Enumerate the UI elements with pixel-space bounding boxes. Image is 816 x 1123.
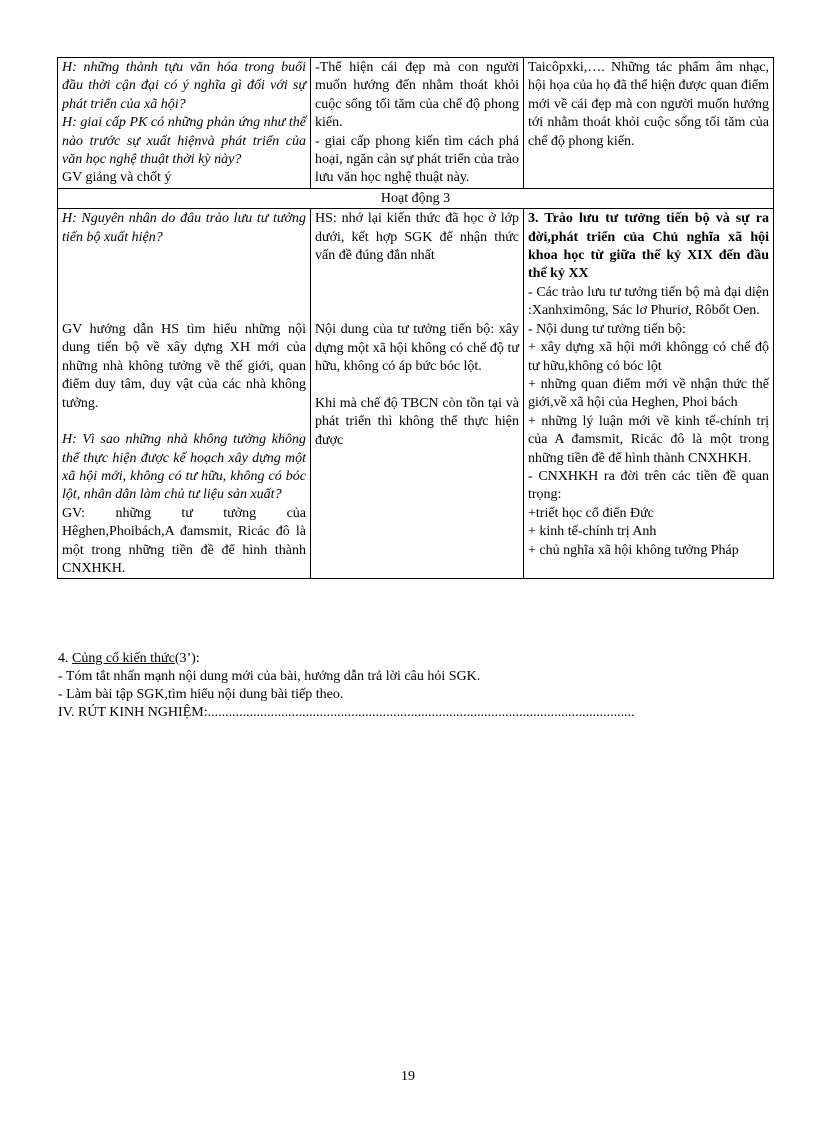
content-line: +triết học cổ điển Đức [528, 505, 654, 521]
content-line: + những lý luận mới về kinh tế-chính trị của A đamsmit, Ricác đô là một trong những tiền đề để hình thành CNXHKH. [528, 413, 769, 466]
content-line: + những quan điểm mới về nhận thức thế giới,về xã hội của Heghen, Phoi bách [528, 376, 769, 411]
footer-line: - Làm bài tập SGK,tìm hiểu nội dung bài tiếp theo. [58, 687, 344, 702]
student-activity-cell [311, 58, 524, 189]
question-text: H: những thành tựu văn hóa trong buổi đầu thời cận đại có ý nghĩa gì đối với sự phát triển của xã hội? [62, 60, 306, 112]
lesson-footer [58, 650, 774, 722]
teacher-note: GV giảng và chốt ý [62, 170, 172, 186]
content-line: - CNXHKH ra đời trên các tiền đề quan trọng: [528, 468, 769, 503]
content-line: + chủ nghĩa xã hội không tưởng Pháp [528, 542, 739, 558]
section-header: Hoạt động 3 [58, 188, 774, 208]
answer-text: -Thể hiện cái đẹp mà con người muốn hướng đến nhằm thoát khỏi cuộc sống tối tăm của chế độ phong kiến. [315, 60, 519, 131]
consolidate-title: Củng cố kiến thức [72, 651, 175, 666]
content-text: Taicôpxki,…. Những tác phẩm âm nhạc, hội họa của họ đã thể hiện được quan điểm mới về cái đẹp mà con người muốn hướng tới nhằm thoát khỏi cuộc sống tối tăm của chế độ phong kiến. [528, 60, 769, 149]
content-line: + xây dựng xã hội mới khôngg có chế độ tư hữu,không có bóc lột [528, 340, 769, 374]
consolidate-time: (3’): [174, 651, 200, 666]
page-number: 19 [401, 1069, 415, 1084]
content-line: - Nội dung tư tưởng tiến bộ: [528, 321, 686, 337]
answer-text: HS: nhớ lại kiến thức đã học ở lớp dưới, kết hợp SGK để nhận thức vấn đề đúng đắn nhất [315, 211, 519, 264]
answer-text: - giai cấp phong kiến tìm cách phá hoại, ngăn cản sự phát triển của trào lưu văn học nghệ thuật này. [315, 133, 519, 186]
content-cell [524, 209, 774, 579]
teacher-activity-cell [58, 209, 311, 579]
lesson-table [57, 57, 774, 579]
experience-line: IV. RÚT KINH NGHIỆM:.......................................................................................................................... [58, 705, 635, 720]
table-row [58, 58, 774, 189]
student-activity-cell [311, 209, 524, 579]
teacher-activity-cell [58, 58, 311, 189]
section-heading: 3. Trào lưu tư tưởng tiến bộ và sự ra đời,phát triển của Chủ nghĩa xã hội khoa học từ giữa thế kỷ XIX đến đầu thế kỷ XX [528, 211, 769, 282]
question-text: H: giai cấp PK có những phản ứng như thế nào trước sự xuất hiệnvà phát triển của văn học nghệ thuật thời kỳ này? [62, 115, 306, 168]
table-row [58, 209, 774, 579]
footer-line: - Tóm tắt nhấn mạnh nội dung mới của bài, hướng dẫn trả lời câu hỏi SGK. [58, 669, 481, 684]
teacher-note: GV: những tư tưởng của Hêghen,Phoibách,A đamsmit, Ricác đô là một trong những tiền đề để hình thành CNXHKH. [62, 505, 306, 576]
content-line: - Các trào lưu tư tưởng tiến bộ mà đại diện :Xanhximông, Sác lơ Phuriơ, Rôbốt Oen. [528, 284, 769, 319]
question-text: H: Nguyên nhân do đâu trào lưu tư tưởng tiến bộ xuất hiện? [62, 211, 306, 245]
answer-text: Nội dung của tư tưởng tiến bộ: xây dựng một xã hội không có chế độ tư hữu, không có áp bức bóc lột. [315, 322, 519, 375]
question-text: H: Vì sao những nhà không tưởng không thể thực hiện được kế hoạch xây dựng một xã hội mới, không có tư hữu, không có bóc lột, nhân dân làm chủ tư liệu sản xuất? [62, 432, 306, 503]
teacher-note: GV hướng dẫn HS tìm hiểu những nội dung tiến bộ về xây dựng XH mới của những nhà không tưởng về thế giới, quan điểm duy tâm, duy vật của các nhà không tưởng. [62, 322, 306, 411]
table-row [58, 188, 774, 208]
consolidate-line [58, 650, 774, 668]
content-cell [524, 58, 774, 189]
answer-text: Khi mà chế độ TBCN còn tồn tại và phát triển thì không thể thực hiện được [315, 395, 519, 448]
content-line: + kinh tế-chính trị Anh [528, 524, 657, 540]
consolidate-prefix: 4. [58, 651, 72, 666]
